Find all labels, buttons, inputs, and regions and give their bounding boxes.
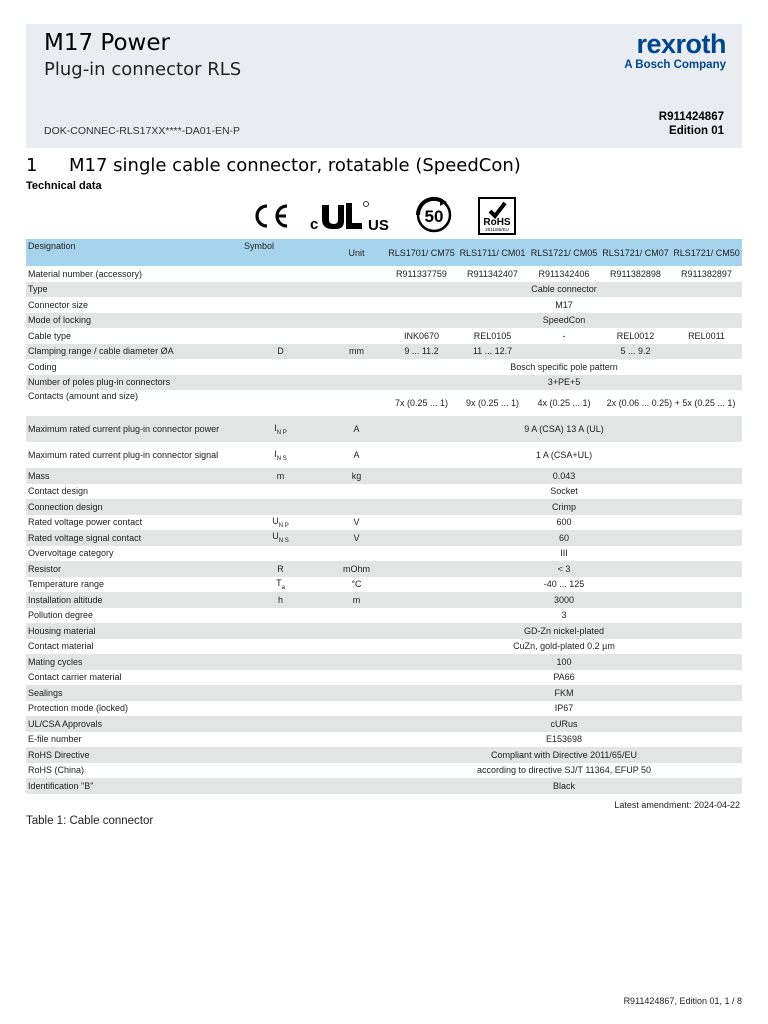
header-unit: Unit: [327, 239, 386, 266]
cell-symbol: [234, 747, 327, 763]
cell-value: R911342406: [528, 266, 600, 282]
table-row: [26, 639, 742, 655]
cell-designation: Installation altitude: [26, 592, 234, 608]
header-symbol: Symbol: [234, 239, 327, 266]
cell-value: 600: [386, 515, 742, 531]
latest-amendment: Latest amendment: 2024-04-22: [614, 800, 740, 810]
cell-value: 0.043: [386, 468, 742, 484]
cell-symbol: [234, 685, 327, 701]
table-row: [26, 747, 742, 763]
table-row: [26, 608, 742, 624]
cell-value: -: [528, 328, 600, 344]
cell-unit: V: [327, 515, 386, 531]
cell-value: R911342407: [457, 266, 528, 282]
table-row: [26, 701, 742, 717]
cul-us-mark-icon: [308, 199, 392, 233]
rohs-mark-icon: [478, 197, 516, 235]
technical-data-table: [26, 239, 742, 794]
table-row: [26, 468, 742, 484]
table-row: [26, 484, 742, 500]
cell-symbol: R: [234, 561, 327, 577]
table-row: [26, 282, 742, 298]
document-title: M17 Power: [44, 30, 170, 56]
cell-value: GD-Zn nickel-plated: [386, 623, 742, 639]
cell-value: III: [386, 546, 742, 562]
cell-value: [528, 344, 600, 360]
rohs-directive: 2011/65/EU: [485, 227, 509, 232]
cell-value: 60: [386, 530, 742, 546]
cell-value: SpeedCon: [386, 313, 742, 329]
cell-unit: [327, 499, 386, 515]
cell-designation: Type: [26, 282, 234, 298]
cell-value: Compliant with Directive 2011/65/EU: [386, 747, 742, 763]
header-model: RLS1711/ CM01: [457, 239, 528, 266]
logo-wordmark: rexroth: [636, 29, 726, 59]
cell-designation: E-file number: [26, 732, 234, 748]
table-row: [26, 375, 742, 391]
cell-designation: Contacts (amount and size): [26, 390, 234, 416]
ul-us-letters: US: [368, 217, 389, 233]
cell-symbol: [234, 763, 327, 779]
cell-unit: [327, 670, 386, 686]
header-model: RLS1701/ CM75: [386, 239, 457, 266]
section-number: 1: [26, 155, 38, 176]
logo-tagline: A Bosch Company: [624, 59, 726, 71]
cell-symbol: [234, 313, 327, 329]
cell-designation: Temperature range: [26, 577, 234, 593]
cell-value: IP67: [386, 701, 742, 717]
cell-unit: A: [327, 442, 386, 468]
cell-value: 4x (0.25 ... 1): [528, 390, 600, 416]
cell-value: Bosch specific pole pattern: [386, 359, 742, 375]
cell-value: CuZn, gold-plated 0.2 µm: [386, 639, 742, 655]
table-row: [26, 577, 742, 593]
cell-symbol: [234, 359, 327, 375]
cell-value: 7x (0.25 ... 1): [386, 390, 457, 416]
cell-unit: [327, 623, 386, 639]
table-row: [26, 416, 742, 442]
cell-unit: [327, 484, 386, 500]
efup-50-mark-icon: [412, 196, 456, 234]
cell-value: Cable connector: [386, 282, 742, 298]
cell-designation: Overvoltage category: [26, 546, 234, 562]
cell-unit: V: [327, 530, 386, 546]
cell-value: 9x (0.25 ... 1): [457, 390, 528, 416]
document-code: DOK-CONNEC-RLS17XX****-DA01-EN-P: [44, 125, 241, 137]
cell-value: 9 ... 11.2: [386, 344, 457, 360]
cell-value: 3+PE+5: [386, 375, 742, 391]
cell-unit: [327, 732, 386, 748]
table-row: [26, 313, 742, 329]
cell-value: Socket: [386, 484, 742, 500]
cell-symbol: $I_{N P}$: [234, 416, 327, 442]
table-row: [26, 390, 742, 416]
cell-designation: Mode of locking: [26, 313, 234, 329]
cell-designation: Protection mode (locked): [26, 701, 234, 717]
cell-symbol: [234, 390, 327, 416]
cell-designation: RoHS (China): [26, 763, 234, 779]
cell-value: REL0012: [600, 328, 671, 344]
cell-designation: Sealings: [26, 685, 234, 701]
cell-designation: Resistor: [26, 561, 234, 577]
cell-symbol: h: [234, 592, 327, 608]
cell-designation: UL/CSA Approvals: [26, 716, 234, 732]
cell-symbol: $I_{N S}$: [234, 442, 327, 468]
cell-designation: Connection design: [26, 499, 234, 515]
table-row: [26, 359, 742, 375]
table-row: [26, 623, 742, 639]
cell-designation: Pollution degree: [26, 608, 234, 624]
cell-symbol: [234, 499, 327, 515]
document-header: [26, 24, 742, 148]
cell-value: R911382897: [671, 266, 742, 282]
cell-value: PA66: [386, 670, 742, 686]
cell-symbol: [234, 639, 327, 655]
table-row: [26, 546, 742, 562]
cell-symbol: [234, 608, 327, 624]
cell-unit: mOhm: [327, 561, 386, 577]
table-row: [26, 442, 742, 468]
section-heading: [26, 155, 521, 176]
cell-symbol: [234, 266, 327, 282]
table-row: [26, 778, 742, 794]
page-footer: R911424867, Edition 01, 1 / 8: [623, 996, 742, 1006]
part-number: R911424867: [658, 111, 724, 123]
table-row: [26, 716, 742, 732]
cell-unit: m: [327, 592, 386, 608]
header-model: RLS1721/ CM07: [600, 239, 671, 266]
cell-designation: Identification "B": [26, 778, 234, 794]
table-row: [26, 344, 742, 360]
cell-unit: [327, 546, 386, 562]
cell-value: < 3: [386, 561, 742, 577]
cell-symbol: [234, 670, 327, 686]
table-row: [26, 763, 742, 779]
table-row: [26, 654, 742, 670]
cell-value: 5 ... 9.2: [600, 344, 671, 360]
table-header-row: [26, 239, 742, 266]
cell-value: 3: [386, 608, 742, 624]
table-row: [26, 328, 742, 344]
cell-symbol: m: [234, 468, 327, 484]
cell-unit: mm: [327, 344, 386, 360]
rexroth-logo: [624, 30, 726, 71]
cell-designation: Maximum rated current plug-in connector power: [26, 416, 234, 442]
cell-designation: Cable type: [26, 328, 234, 344]
cell-value: 2x (0.06 ... 0.25) + 5x (0.25 ... 1): [600, 390, 742, 416]
ul-c-letter: c: [310, 216, 319, 233]
cell-value: R911337759: [386, 266, 457, 282]
table-row: [26, 515, 742, 531]
cell-symbol: $U_{N P}$: [234, 515, 327, 531]
cell-designation: RoHS Directive: [26, 747, 234, 763]
cell-value: [671, 344, 742, 360]
cell-symbol: [234, 546, 327, 562]
cell-designation: Contact material: [26, 639, 234, 655]
cell-symbol: [234, 328, 327, 344]
document-id-block: [659, 110, 724, 138]
header-model: RLS1721/ CM50: [671, 239, 742, 266]
table-row: [26, 670, 742, 686]
cell-unit: [327, 778, 386, 794]
cell-unit: [327, 608, 386, 624]
cell-value: 9 A (CSA) 13 A (UL): [386, 416, 742, 442]
cell-unit: kg: [327, 468, 386, 484]
cell-value: 11 ... 12.7: [457, 344, 528, 360]
cell-unit: A: [327, 416, 386, 442]
cell-symbol: [234, 282, 327, 298]
cell-designation: Rated voltage power contact: [26, 515, 234, 531]
cell-unit: [327, 328, 386, 344]
section-title: M17 single cable connector, rotatable (SpeedCon): [69, 155, 521, 176]
document-subtitle: Plug-in connector RLS: [44, 59, 242, 80]
section-subtitle: Technical data: [26, 180, 102, 192]
cell-value: E153698: [386, 732, 742, 748]
cell-value: Crimp: [386, 499, 742, 515]
cell-designation: Mating cycles: [26, 654, 234, 670]
header-model: RLS1721/ CM05: [528, 239, 600, 266]
table-row: [26, 499, 742, 515]
cell-value: -40 ... 125: [386, 577, 742, 593]
cell-designation: Connector size: [26, 297, 234, 313]
cell-unit: [327, 639, 386, 655]
cell-designation: Housing material: [26, 623, 234, 639]
table-row: [26, 732, 742, 748]
cell-unit: [327, 297, 386, 313]
cell-symbol: $U_{N S}$: [234, 530, 327, 546]
cell-symbol: D: [234, 344, 327, 360]
cell-designation: Clamping range / cable diameter ØA: [26, 344, 234, 360]
table-row: [26, 561, 742, 577]
cell-value: 100: [386, 654, 742, 670]
certification-marks: [248, 196, 528, 236]
cell-value: REL0011: [671, 328, 742, 344]
cell-designation: Rated voltage signal contact: [26, 530, 234, 546]
header-designation: Designation: [26, 239, 234, 266]
cell-value: REL0105: [457, 328, 528, 344]
cell-unit: °C: [327, 577, 386, 593]
cell-symbol: [234, 778, 327, 794]
table-row: [26, 685, 742, 701]
table-row: [26, 266, 742, 282]
edition: Edition 01: [669, 125, 724, 137]
cell-unit: [327, 313, 386, 329]
cell-designation: Material number (accessory): [26, 266, 234, 282]
cell-unit: [327, 701, 386, 717]
cell-designation: Maximum rated current plug-in connector signal: [26, 442, 234, 468]
cell-symbol: [234, 297, 327, 313]
table-row: [26, 297, 742, 313]
cell-value: 1 A (CSA+UL): [386, 442, 742, 468]
cell-unit: [327, 654, 386, 670]
cell-symbol: [234, 375, 327, 391]
cell-value: R911382898: [600, 266, 671, 282]
cell-symbol: $T_a$: [234, 577, 327, 593]
cell-designation: Number of poles plug-in connectors: [26, 375, 234, 391]
cell-value: according to directive SJ/T 11364, EFUP 50: [386, 763, 742, 779]
rohs-label: RoHS: [483, 217, 511, 228]
table-row: [26, 592, 742, 608]
cell-unit: [327, 359, 386, 375]
cell-designation: Contact carrier material: [26, 670, 234, 686]
table-row: [26, 530, 742, 546]
cell-designation: Coding: [26, 359, 234, 375]
cell-value: cURus: [386, 716, 742, 732]
ce-mark-icon: [250, 203, 290, 229]
cell-value: INK0670: [386, 328, 457, 344]
cell-unit: [327, 763, 386, 779]
cell-symbol: [234, 701, 327, 717]
cell-unit: [327, 266, 386, 282]
cell-value: FKM: [386, 685, 742, 701]
cell-symbol: [234, 716, 327, 732]
cell-value: Black: [386, 778, 742, 794]
cell-value: 3000: [386, 592, 742, 608]
efup-number: 50: [424, 207, 444, 226]
cell-unit: [327, 282, 386, 298]
cell-designation: Contact design: [26, 484, 234, 500]
cell-unit: [327, 390, 386, 416]
cell-symbol: [234, 623, 327, 639]
cell-unit: [327, 375, 386, 391]
cell-value: M17: [386, 297, 742, 313]
cell-symbol: [234, 732, 327, 748]
table-caption: Table 1: Cable connector: [26, 815, 154, 827]
cell-designation: Mass: [26, 468, 234, 484]
cell-unit: [327, 685, 386, 701]
cell-unit: [327, 747, 386, 763]
cell-symbol: [234, 654, 327, 670]
cell-unit: [327, 716, 386, 732]
cell-symbol: [234, 484, 327, 500]
